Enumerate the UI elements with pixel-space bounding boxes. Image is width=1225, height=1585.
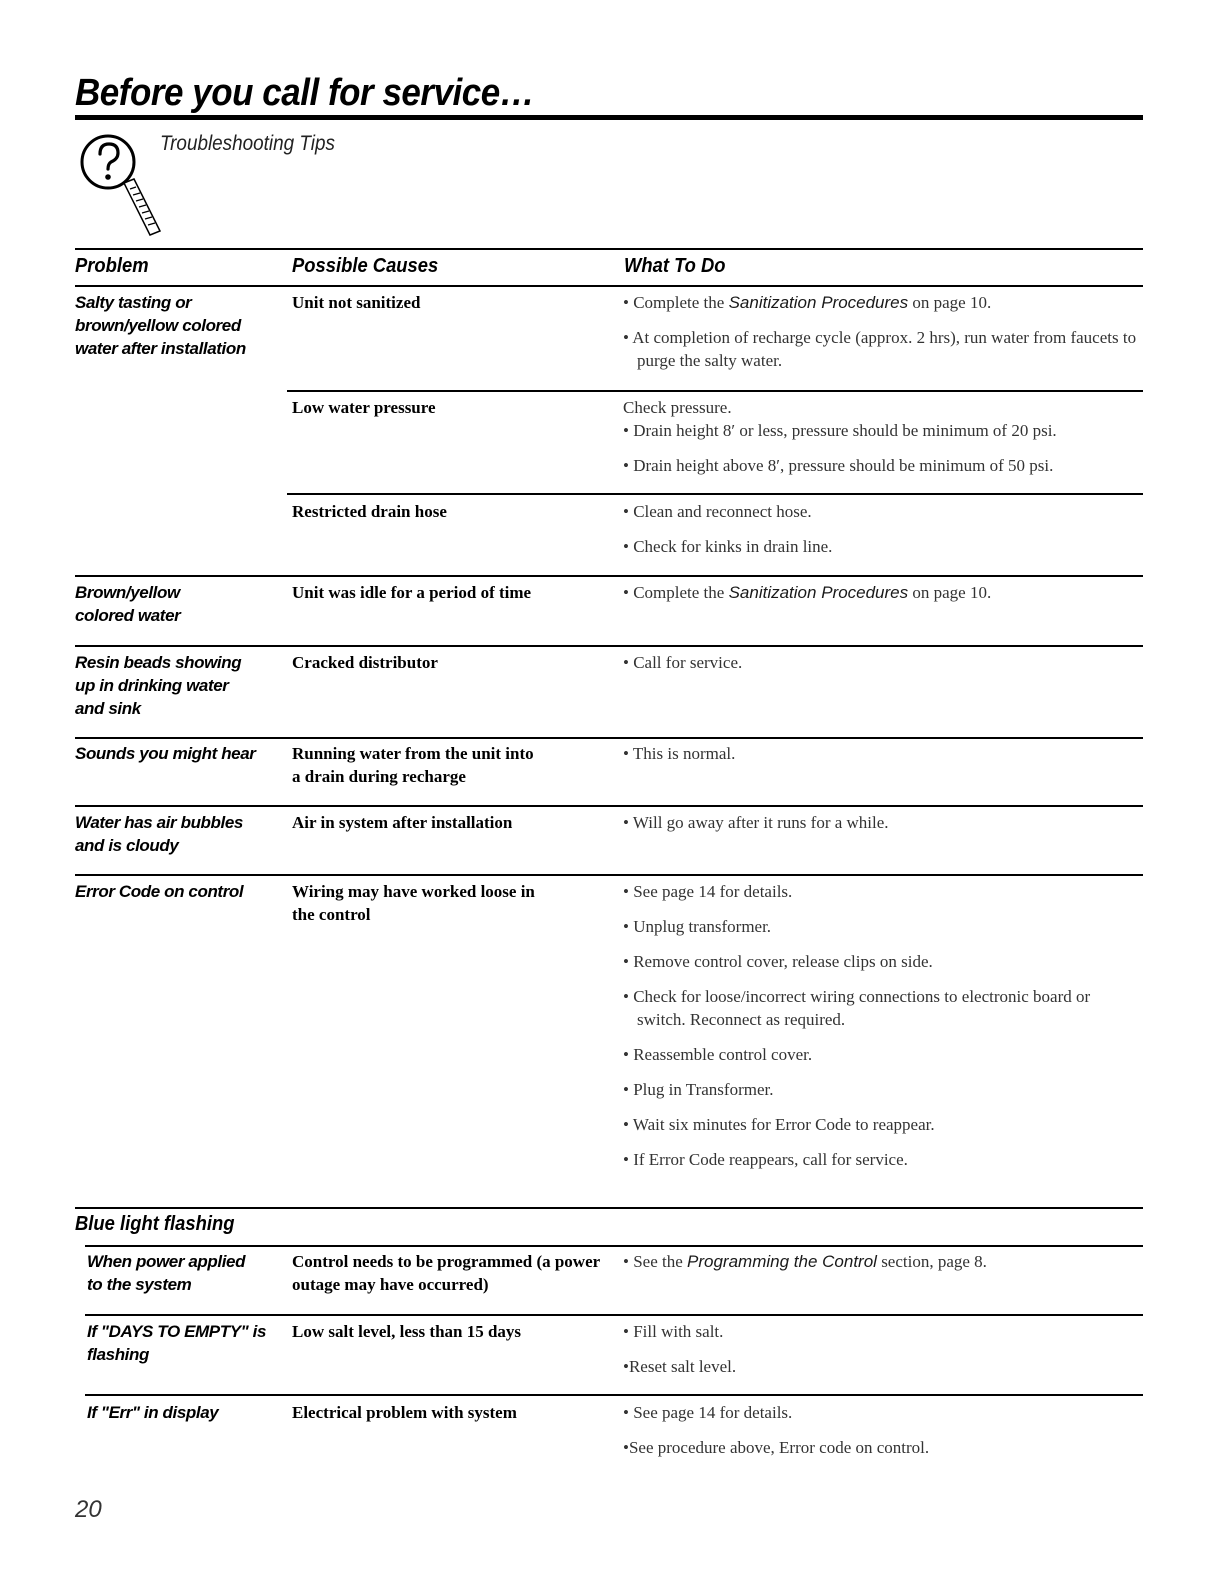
todo-programming: • See the Programming the Control section, page 8.	[623, 1252, 987, 1271]
row-rule	[85, 1314, 1143, 1316]
row-rule	[75, 874, 1143, 876]
todo-low-water-pressure: Check pressure. • Drain height 8′ or less, pressure should be minimum of 20 psi. • Drain height above 8′, pressure should be minimum of 50 psi.	[623, 398, 1057, 475]
cause-air-in-system: Air in system after installation	[292, 813, 513, 832]
cause-low-salt: Low salt level, less than 15 days	[292, 1322, 522, 1341]
todo-electrical-problem: • See page 14 for details. •See procedure above, Error code on control.	[623, 1403, 930, 1457]
cause-running-water: Running water from the unit into a drain during recharge	[292, 744, 534, 786]
section-rule	[75, 1207, 1143, 1209]
problem-days-to-empty: If "DAYS TO EMPTY" is flashing	[87, 1322, 267, 1364]
section-sub-rule	[85, 1245, 1143, 1247]
row-rule	[287, 493, 1143, 495]
todo-running-water: • This is normal.	[623, 744, 736, 763]
problem-brown-yellow-water: Brown/yellow colored water	[75, 583, 181, 625]
page-title: Before you call for service…	[75, 72, 535, 114]
section-blue-light-flashing: Blue light flashing	[75, 1213, 235, 1235]
row-rule	[75, 575, 1143, 577]
problem-power-applied: When power applied to the system	[87, 1252, 246, 1294]
column-header-problem: Problem	[75, 255, 149, 277]
problem-error-code: Error Code on control	[75, 882, 244, 901]
todo-unit-not-sanitized: • Complete the Sanitization Procedures on page 10. • At completion of recharge cycle (approx. 2 hrs), run water from faucets to purge the salty water.	[623, 293, 1137, 370]
question-magnifier-icon	[78, 131, 168, 241]
row-rule	[85, 1394, 1143, 1396]
row-rule	[75, 645, 1143, 647]
troubleshooting-label: Troubleshooting Tips	[160, 132, 335, 155]
cause-unit-idle: Unit was idle for a period of time	[292, 583, 532, 602]
header-bottom-rule	[75, 285, 1143, 287]
problem-salty-tasting: Salty tasting or brown/yellow colored water after installation	[75, 293, 246, 358]
problem-sounds: Sounds you might hear	[75, 744, 256, 763]
row-rule	[75, 737, 1143, 739]
row-rule	[75, 805, 1143, 807]
problem-resin-beads: Resin beads showing up in drinking water and sink	[75, 653, 242, 718]
column-header-todo: What To Do	[624, 255, 726, 277]
cause-cracked-distributor: Cracked distributor	[292, 653, 438, 672]
cause-control-needs-programming: Control needs to be programmed (a power outage may have occurred)	[292, 1252, 600, 1294]
cause-unit-not-sanitized: Unit not sanitized	[292, 293, 421, 312]
page-number: 20	[75, 1496, 102, 1523]
cause-wiring-loose: Wiring may have worked loose in the control	[292, 882, 535, 924]
todo-cracked-distributor: • Call for service.	[623, 653, 743, 672]
todo-restricted-drain-hose: • Clean and reconnect hose. • Check for kinks in drain line.	[623, 502, 833, 556]
title-rule	[75, 115, 1143, 120]
cause-restricted-drain-hose: Restricted drain hose	[292, 502, 447, 521]
cause-electrical-problem: Electrical problem with system	[292, 1403, 517, 1422]
todo-air-in-system: • Will go away after it runs for a while.	[623, 813, 889, 832]
cause-low-water-pressure: Low water pressure	[292, 398, 436, 417]
problem-err-display: If "Err" in display	[87, 1403, 219, 1422]
todo-unit-idle: • Complete the Sanitization Procedures on page 10.	[623, 583, 992, 602]
todo-wiring-loose: • See page 14 for details. • Unplug transformer. • Remove control cover, release clips on side. • Check for loose/incorrect wiring connections to electronic board or switch. Reconnect as required. • Reassemble control cover. • Plug in Transformer. • Wait six minutes for Error Code to reappear. • If Error Code reappears, call for service.	[623, 882, 1091, 1169]
header-top-rule	[75, 248, 1143, 250]
problem-air-bubbles: Water has air bubbles and is cloudy	[75, 813, 243, 855]
row-rule	[287, 390, 1143, 392]
column-header-causes: Possible Causes	[292, 255, 439, 277]
todo-low-salt: • Fill with salt. •Reset salt level.	[623, 1322, 737, 1376]
